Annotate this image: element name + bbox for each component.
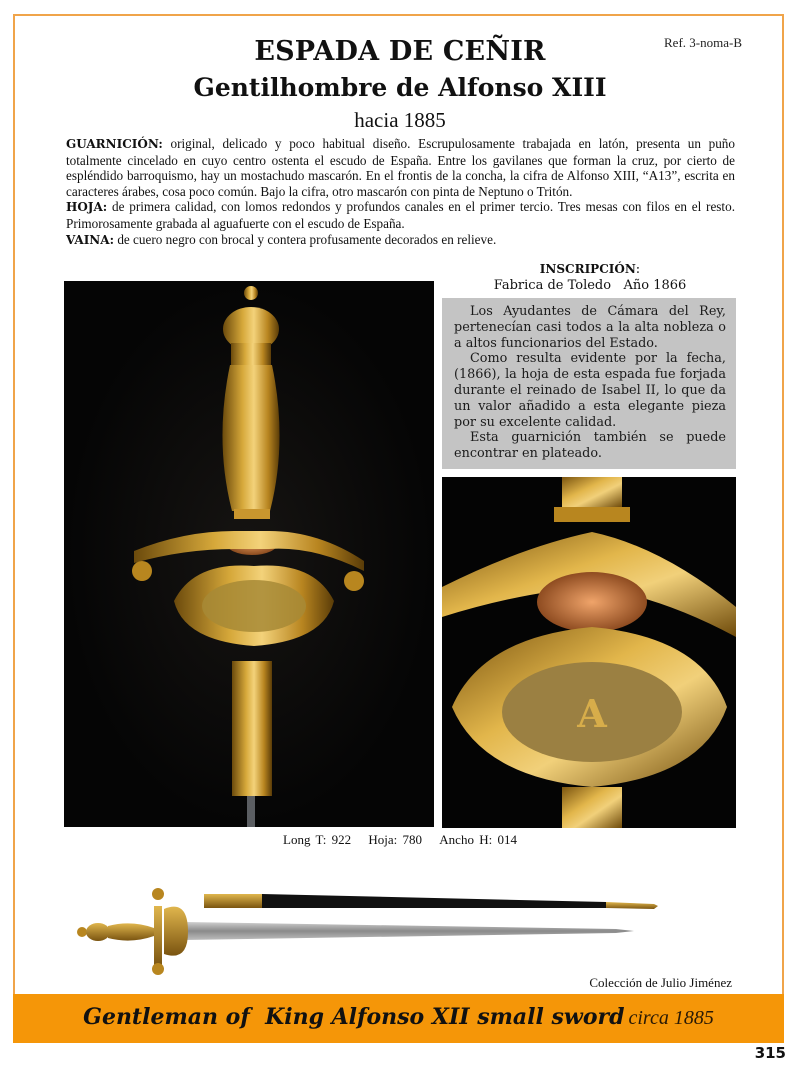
page-subtitle: Gentilhombre de Alfonso XIII — [193, 73, 607, 102]
guarnicion-paragraph — [66, 136, 735, 199]
date-line: hacia 1885 — [354, 108, 446, 132]
inscription-label: INSCRIPCIÓN — [539, 262, 636, 276]
note-paragraph: Esta guarnición también se puede encontrar en plateado. — [454, 430, 726, 462]
photo-shell-closeup — [442, 477, 736, 828]
note-paragraph: Como resulta evidente por la fecha, (1866), la hoja de esta espada fue forjada durante el reinado de Isabel II, lo que da un valor añadido a esta elegante pieza por su excelente calidad. — [454, 351, 726, 430]
shell-illustration — [442, 477, 736, 828]
dimensions — [0, 832, 800, 848]
inscription-text: Fabrica de Toledo Año 1866 — [493, 277, 687, 293]
note-paragraph: Los Ayudantes de Cámara del Rey, pertenecían casi todos a la alta nobleza o a altos funcionarios del Estado. — [454, 304, 726, 351]
page-number: 315 — [754, 1044, 786, 1062]
inscription-colon: : — [635, 262, 641, 277]
collection-credit: Colección de Julio Jiménez — [589, 975, 732, 990]
photo-full-sword — [76, 884, 726, 979]
dimension-blade-length: Hoja: 780 — [368, 832, 423, 847]
vaina-paragraph — [66, 232, 735, 249]
note-box — [442, 298, 736, 469]
dimension-total-length: Long T: 922 — [283, 832, 352, 847]
reference-code: Ref. 3-noma-B — [664, 35, 742, 50]
sword-illustration — [76, 884, 726, 979]
hilt-illustration — [64, 281, 434, 827]
dimension-blade-width: Ancho H: 014 — [439, 832, 517, 847]
english-title-banner — [13, 994, 784, 1043]
guarnicion-label: GUARNICIÓN: — [66, 137, 163, 151]
guarnicion-text: original, delicado y poco habitual diseño. Escrupulosamente trabajada en latón, presenta un puño totalmente cincelado en cuyo centro ostenta el escudo de España. Entre los gavilanes que forman la cruz, por cierto de espléndido barroquismo, hay un mostachudo mascarón. En el frontis de la concha, la cifra de Alfonso XIII, “A13”, escrita en caracteres árabes, cosa poco común. Bajo la cifra, otro mascarón con pinta de Neptuno o Tritón. — [66, 136, 735, 199]
inscription — [440, 262, 740, 293]
hoja-paragraph — [66, 199, 735, 231]
english-circa: circa 1885 — [628, 1007, 714, 1029]
description — [66, 136, 735, 248]
photo-hilt — [64, 281, 434, 827]
english-title: Gentleman of King Alfonso XII small sword — [83, 1004, 625, 1030]
hoja-label: HOJA: — [66, 200, 108, 215]
svg-text:A: A — [577, 691, 607, 736]
hoja-text: de primera calidad, con lomos redondos y profundos canales en el primer tercio. Tres mesas con filos en el resto. Primorosamente grabada al aguafuerte con el escudo de España. — [66, 199, 735, 231]
page-title: ESPADA DE CEÑIR — [254, 36, 546, 67]
vaina-text: de cuero negro con brocal y contera profusamente decorados en relieve. — [114, 231, 497, 247]
vaina-label: VAINA: — [66, 232, 115, 247]
